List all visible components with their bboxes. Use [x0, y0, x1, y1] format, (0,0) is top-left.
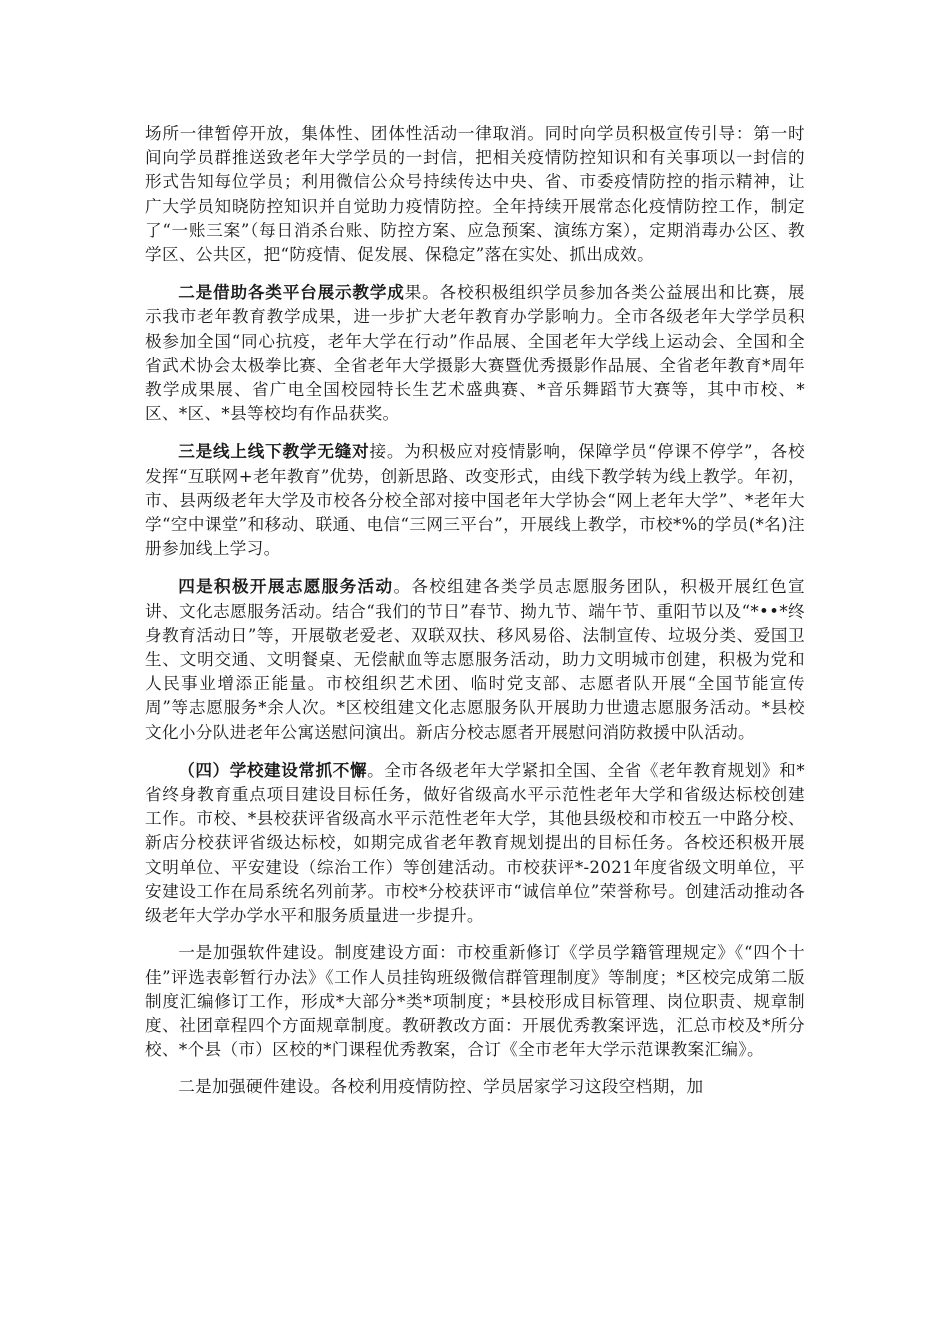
paragraph-heading: 二是借助各类平台展示教学成 — [178, 282, 405, 303]
paragraph-school-construction — [145, 758, 805, 928]
paragraph-text: 一是加强软件建设。制度建设方面：市校重新修订《学员学籍管理规定》《“四个十佳”评选表彰暂行办法》《工作人员挂钩班级微信群管理制度》等制度；*区校完成第二版制度汇编修订工作，形成*大部分*类*项制度；*县校形成目标管理、岗位职责、规章制度、社团章程四个方面规章制度。教研教改方面：开展优秀教案评选，汇总市校及*所分校、*个县（市）区校的*门课程优秀教案，合订《全市老年大学示范课教案汇编》。 — [145, 943, 805, 1060]
paragraph-epidemic-control — [145, 122, 805, 267]
paragraph-heading: 四是积极开展志愿服务活动 — [178, 576, 394, 597]
paragraph-heading: 三是线上线下教学无缝对 — [178, 441, 370, 462]
paragraph-volunteer-service — [145, 574, 805, 744]
paragraph-online-offline-teaching — [145, 439, 805, 561]
paragraph-text: 二是加强硬件建设。各校利用疫情防控、学员居家学习这段空档期，加 — [178, 1077, 704, 1097]
paragraph-platform-showcase — [145, 280, 805, 426]
paragraph-text: 果。各校积极组织学员参加各类公益展出和比赛，展示我市老年教育教学成果，进一步扩大老年教育办学影响力。全市各级老年大学学员积极参加全国“同心抗疫，老年大学在行动”作品展、全国老年大学线上运动会、全国和全省武术协会太极拳比赛、全省老年大学摄影大赛暨优秀摄影作品展、全省老年教育*周年教学成果展、省广电全国校园特长生艺术盛典赛、*音乐舞蹈节大赛等，其中市校、*区、*区、*县等校均有作品获奖。 — [145, 283, 805, 424]
paragraph-heading: （四）学校建设常抓不懈 — [178, 759, 368, 780]
paragraph-text: 接。为积极应对疫情影响，保障学员“停课不停学”，各校发挥“互联网+老年教育”优势，创新思路、改变形式，由线下教学转为线上教学。年初，市、县两级老年大学及市校各分校全部对接中国老年大学协会“网上老年大学”、*老年大学“空中课堂”和移动、联通、电信“三网三平台”，开展线上教学，市校*%的学员(*名)注册参加线上学习。 — [145, 442, 805, 559]
paragraph-text: 场所一律暂停开放，集体性、团体性活动一律取消。同时向学员积极宣传引导：第一时间向学员群推送致老年大学学员的一封信，把相关疫情防控知识和有关事项以一封信的形式告知每位学员；利用微信公众号持续传达中央、省、市委疫情防控的指示精神，让广大学员知晓防控知识并自觉助力疫情防控。全年持续开展常态化疫情防控工作，制定了“一账三案”（每日消杀台账、防控方案、应急预案、演练方案），定期消毒办公区、教学区、公共区，把“防疫情、促发展、保稳定”落在实处、抓出成效。 — [145, 124, 805, 265]
document-page — [145, 122, 805, 1100]
paragraph-software-construction — [145, 941, 805, 1062]
paragraph-text: 。全市各级老年大学紧扣全国、全省《老年教育规划》和*省终身教育重点项目建设目标任务，做好省级高水平示范性老年大学和省级达标校创建工作。市校、*县校获评省级高水平示范性老年大学，其他县级校和市校五一中路分校、新店分校获评省级达标校，如期完成省老年教育规划提出的目标任务。各校还积极开展文明单位、平安建设（综治工作）等创建活动。市校获评*-2021年度省级文明单位，平安建设工作在局系统名列前茅。市校*分校获评市“诚信单位”荣誉称号。创建活动推动各级老年大学办学水平和服务质量进一步提升。 — [145, 760, 805, 926]
paragraph-text: 。各校组建各类学员志愿服务团队，积极开展红色宣讲、文化志愿服务活动。结合“我们的节日”春节、拗九节、端午节、重阳节以及“*••*终身教育活动日”等，开展敬老爱老、双联双扶、移风易俗、法制宣传、垃圾分类、爱国卫生、文明交通、文明餐桌、无偿献血等志愿服务活动，助力文明城市创建，积极为党和人民事业增添正能量。市校组织艺术团、临时党支部、志愿者队开展“全国节能宣传周”等志愿服务*余人次。*区校组建文化志愿服务队开展助力世遗志愿服务活动。*县校文化小分队进老年公寓送慰问演出。新店分校志愿者开展慰问消防救援中队活动。 — [145, 577, 805, 742]
paragraph-hardware-construction — [145, 1075, 805, 1099]
